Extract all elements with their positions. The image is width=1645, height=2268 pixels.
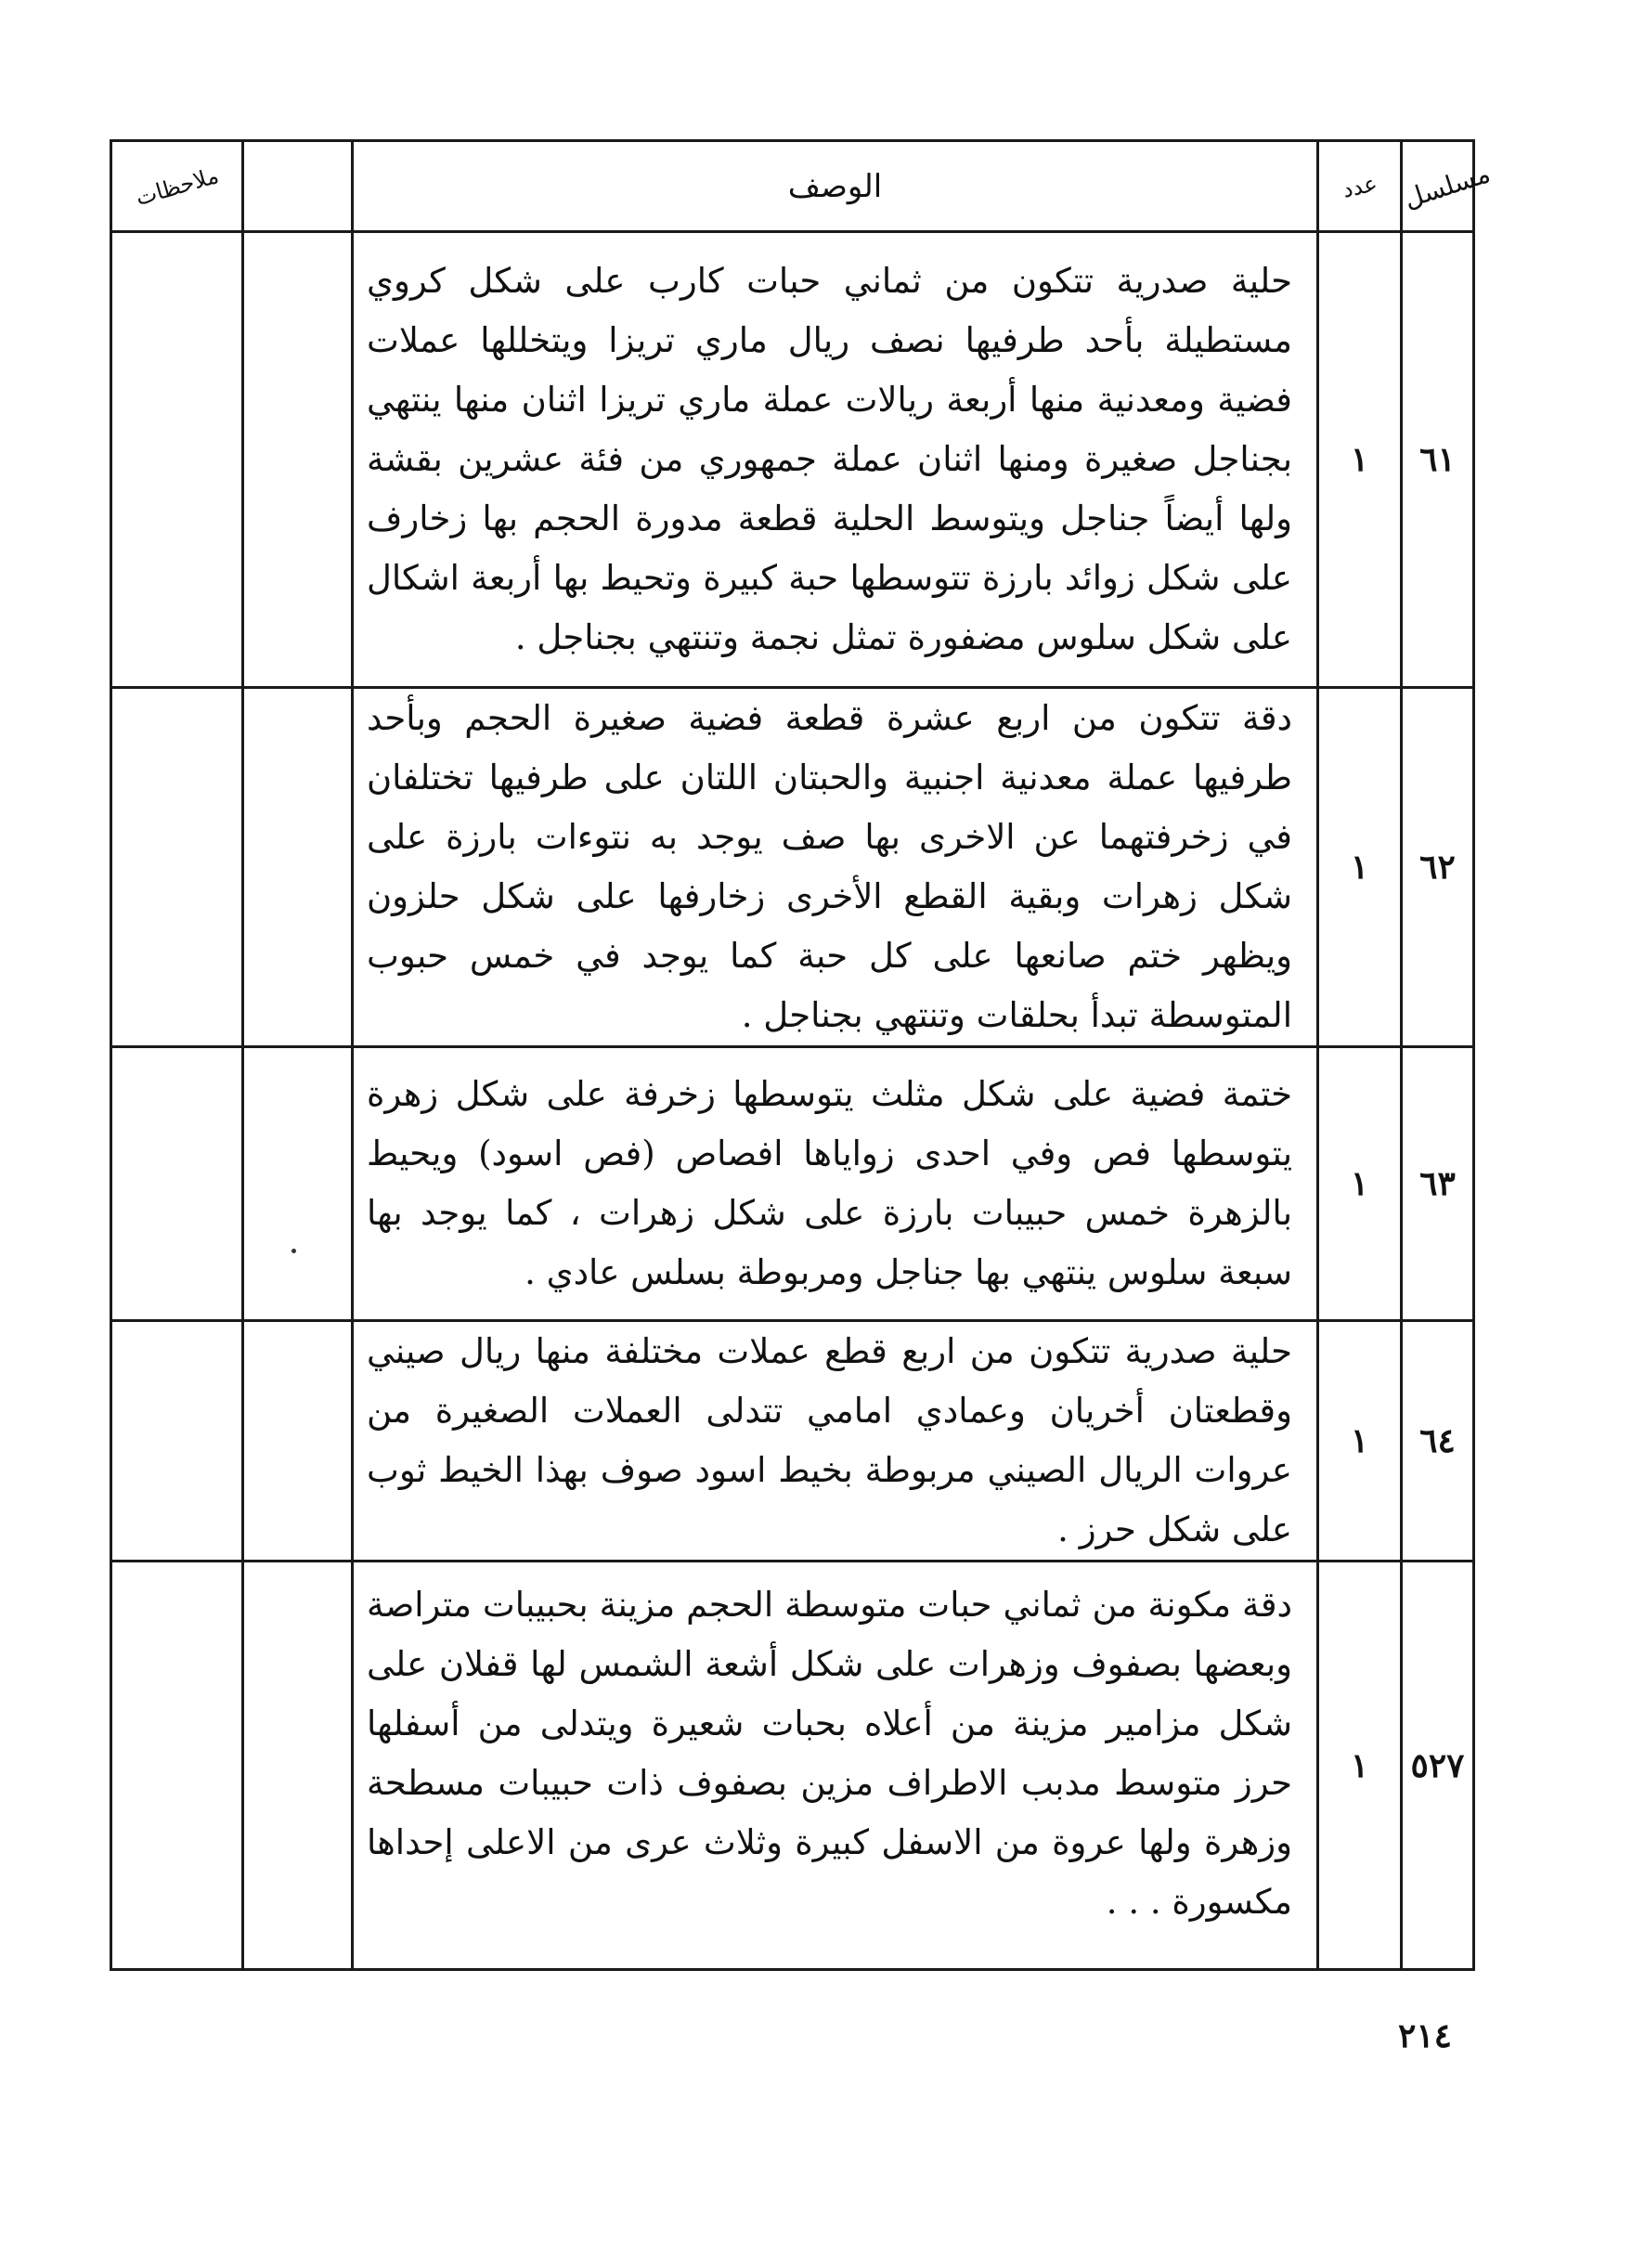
table-row [111,1562,1474,1970]
scan-speck [291,1249,296,1253]
count-cell: ١ [1318,688,1402,1047]
description-cell [353,1321,1318,1562]
notes-cell [111,1321,243,1562]
description-text: دقة تتكون من اربع عشرة قطعة فضية صغيرة الحجم وبأحد طرفيها عملة معدنية اجنبية والحبتان اللتان على طرفيها تختلفان في زخرفتهما عن الاخرى بها صف يوجد به نتوءات بارزة على شكل زهرات وبقية القطع الأخرى زخارفها على شكل حلزون ويظهر ختم صانعها على كل حبة كما يوجد في خمس حبوب المتوسطة تبدأ بحلقات وتنتهي بجناجل . [367,698,1292,1035]
description-text: دقة مكونة من ثماني حبات متوسطة الحجم مزينة بحبيبات متراصة وبعضها بصفوف وزهرات على شكل أشعة الشمس لها قفلان على شكل مزامير مزينة من أعلاه بحبات شعيرة ويتدلى من أسفلها حرز متوسط مدبب الاطراف مزين بصفوف ذات حبيبات مسطحة وزهرة ولها عروة من الاسفل كبيرة وثلاث عرى من الاعلى إحداها مكسورة . . . [367,1585,1292,1922]
description-text: حلية صدرية تتكون من ثماني حبات كارب على شكل كروي مستطيلة بأحد طرفيها نصف ريال ماري تريزا ويتخللها عملات فضية ومعدنية منها أربعة ريالات عملة ماري تريزا اثنان منها ينتهي بجناجل صغيرة ومنها اثنان عملة جمهوري من فئة عشرين بقشة ولها أيضاً جناجل ويتوسط الحلية قطعة مدورة الحجم بها زخارف على شكل زوائد بارزة تتوسطها حبة كبيرة وتحيط بها أربعة اشكال على شكل سلوس مضفورة تمثل نجمة وتنتهي بجناجل . [367,261,1292,657]
description-cell [353,688,1318,1047]
blank-cell [243,1321,353,1562]
description-text: ختمة فضية على شكل مثلث يتوسطها زخرفة على شكل زهرة يتوسطها فص وفي احدى زواياها افصاص (فص اسود) ويحيط بالزهرة خمس حبيبات بارزة على شكل زهرات ، كما يوجد بها سبعة سلوس ينتهي بها جناجل ومربوطة بسلس عادي . [367,1074,1292,1292]
serial-cell: ٥٢٧ [1402,1562,1474,1970]
description-cell [353,232,1318,688]
description-cell [353,1562,1318,1970]
count-cell: ١ [1318,1047,1402,1321]
notes-cell [111,1047,243,1321]
blank-cell [243,1562,353,1970]
count-cell: ١ [1318,232,1402,688]
page-number: ٢١٤ [1398,2016,1453,2055]
table-row [111,688,1474,1047]
notes-cell [111,688,243,1047]
serial-cell: ٦٣ [1402,1047,1474,1321]
header-count: عدد [1318,141,1402,232]
blank-cell [243,232,353,688]
count-cell: ١ [1318,1321,1402,1562]
header-notes: ملاحظات [111,141,243,232]
serial-cell: ٦١ [1402,232,1474,688]
table-row [111,232,1474,688]
inventory-table [110,139,1495,1971]
table-header-row [111,141,1474,232]
blank-cell [243,688,353,1047]
header-serial: مسلسل [1402,141,1474,232]
table-row [111,1321,1474,1562]
table-row [111,1047,1474,1321]
count-cell: ١ [1318,1562,1402,1970]
notes-cell [111,1562,243,1970]
header-description: الوصف [353,141,1318,232]
serial-cell: ٦٤ [1402,1321,1474,1562]
serial-cell: ٦٢ [1402,688,1474,1047]
header-blank [243,141,353,232]
notes-cell [111,232,243,688]
description-cell [353,1047,1318,1321]
blank-cell [243,1047,353,1321]
description-text: حلية صدرية تتكون من اربع قطع عملات مختلفة منها ريال صيني وقطعتان أخريان وعمادي امامي تتدلى العملات الصغيرة من عروات الريال الصيني مربوطة بخيط اسود صوف بهذا الخيط ثوب على شكل حرز . [367,1331,1292,1549]
